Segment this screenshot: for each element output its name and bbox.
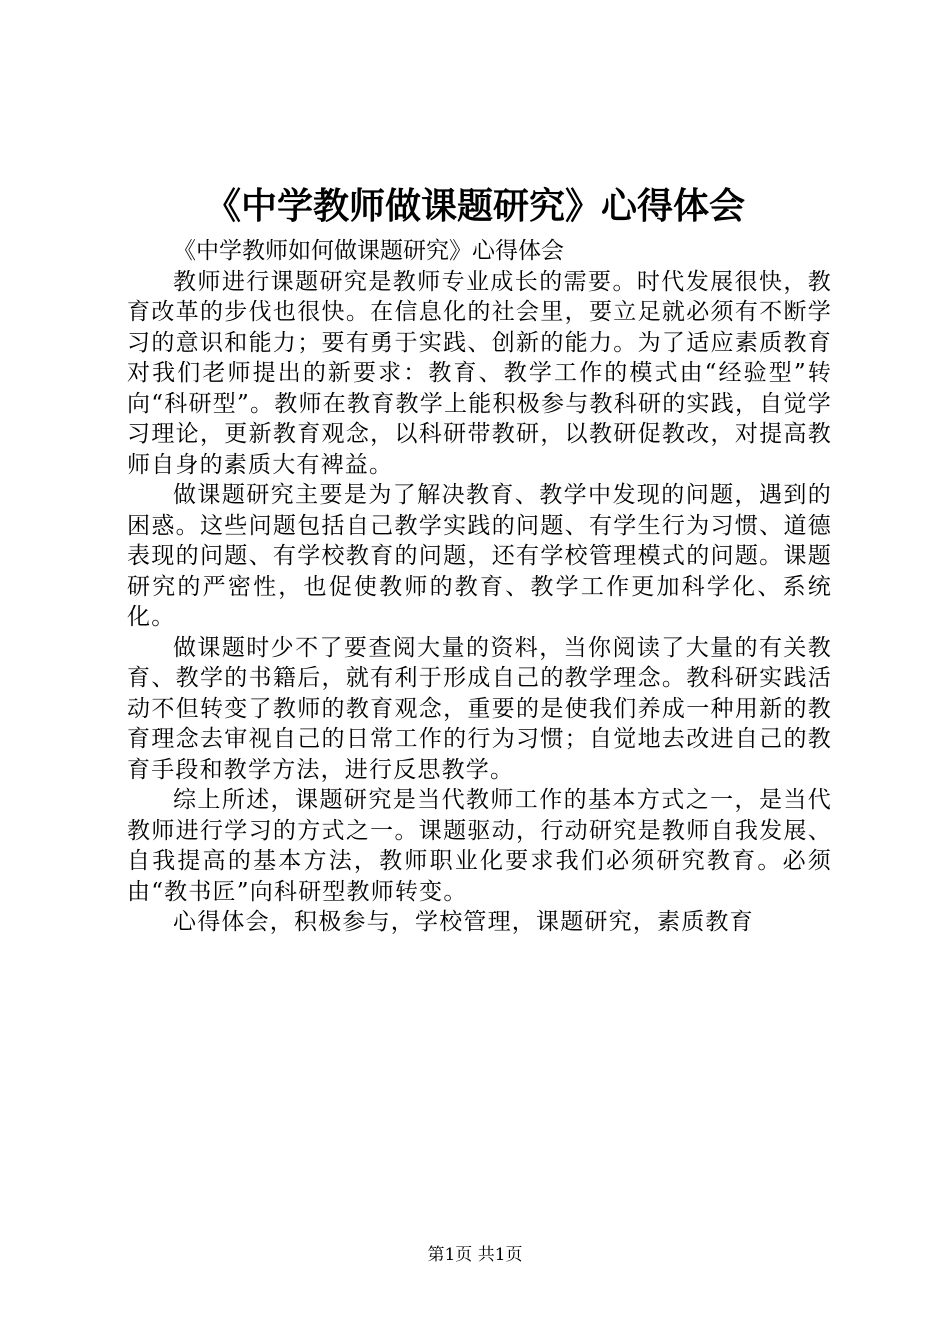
paragraph: 综上所述，课题研究是当代教师工作的基本方式之一，是当代教师进行学习的方式之一。课题驱动，行动研究是教师自我发展、自我提高的基本方法，教师职业化要求我们必须研究教育。必须由“教书匠”向科研型教师转变。 xyxy=(127,787,832,905)
document-body xyxy=(127,236,832,938)
paragraph: 教师进行课题研究是教师专业成长的需要。时代发展很快，教育改革的步伐也很快。在信息化的社会里，要立足就必须有不断学习的意识和能力；要有勇于实践、创新的能力。为了适应素质教育对我们老师提出的新要求：教育、教学工作的模式由“经验型”转向“科研型”。教师在教育教学上能积极参与教科研的实践，自觉学习理论，更新教育观念，以科研带教研，以教研促教改，对提高教师自身的素质大有裨益。 xyxy=(127,268,832,478)
keywords-line: 心得体会，积极参与，学校管理，课题研究，素质教育 xyxy=(173,909,754,935)
document-title: 《中学教师做课题研究》心得体会 xyxy=(204,186,745,227)
document-subtitle: 《中学教师如何做课题研究》心得体会 xyxy=(173,238,564,264)
paragraph: 做课题研究主要是为了解决教育、教学中发现的问题，遇到的困惑。这些问题包括自己教学实践的问题、有学生行为习惯、道德表现的问题、有学校教育的问题，还有学校管理模式的问题。课题研究的严密性，也促使教师的教育、教学工作更加科学化、系统化。 xyxy=(127,482,832,630)
page-footer: 第1页 共1页 xyxy=(427,1245,523,1265)
paragraph: 做课题时少不了要查阅大量的资料，当你阅读了大量的有关教育、教学的书籍后，就有利于形成自己的教学理念。教科研实践活动不但转变了教师的教育观念，重要的是使我们养成一种用新的教育理念去审视自己的日常工作的行为习惯；自觉地去改进自己的教育手段和教学方法，进行反思教学。 xyxy=(127,634,832,783)
